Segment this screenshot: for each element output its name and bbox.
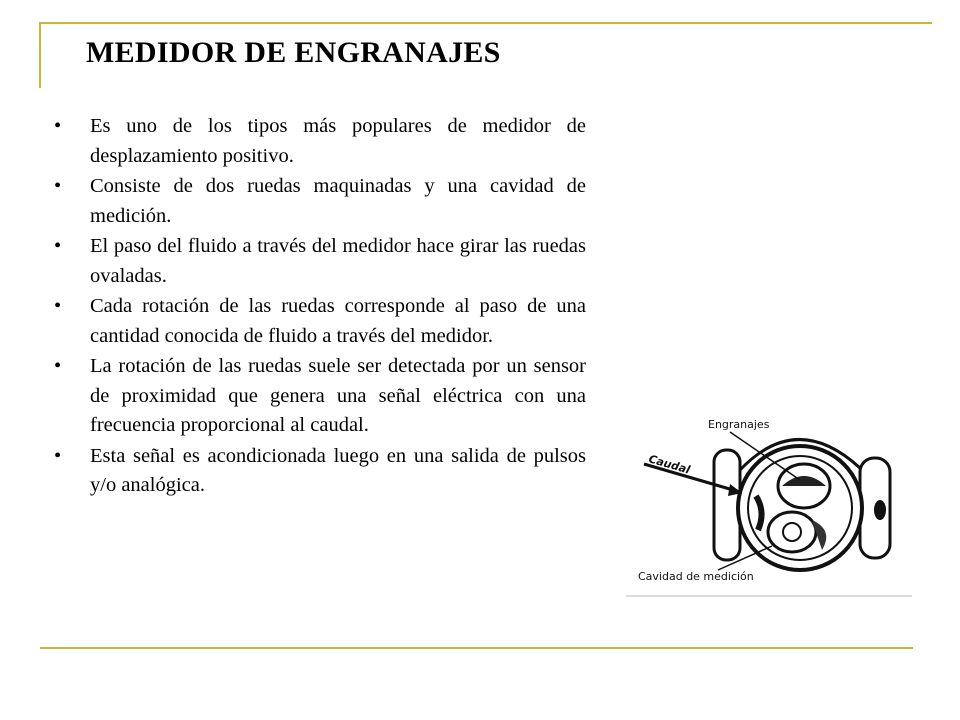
label-flow: Caudal (647, 452, 692, 477)
label-cavity: Cavidad de medición (638, 570, 754, 583)
bullet-list (52, 112, 586, 502)
bottom-rule (40, 647, 913, 649)
bullet-item (52, 112, 586, 171)
slide-title: MEDIDOR DE ENGRANAJES (86, 36, 501, 69)
bullet-text: Esta señal es acondicionada luego en una salida de pulsos y/o analógica. (90, 444, 586, 496)
bullet-dot: • (54, 444, 62, 467)
gear-meter-drawing (622, 400, 914, 600)
bullet-dot: • (54, 355, 62, 377)
bullet-item (52, 232, 586, 291)
bullet-text: Cada rotación de las ruedas corresponde al paso de una cantidad conocida de fluido a través del medidor. (90, 295, 586, 347)
label-gears: Engranajes (708, 418, 770, 431)
bullet-item (52, 172, 586, 231)
bullet-dot: • (54, 175, 62, 197)
bullet-text: La rotación de las ruedas suele ser detectada por un sensor de proximidad que genera una señal eléctrica con una frecuencia proporcional al caudal. (90, 355, 586, 436)
left-rule (39, 22, 41, 88)
bullet-text: Es uno de los tipos más populares de medidor de desplazamiento positivo. (90, 115, 586, 167)
bullet-text: El paso del fluido a través del medidor hace girar las ruedas ovaladas. (90, 235, 586, 287)
lower-gear-shape (768, 512, 816, 552)
bullet-dot: • (54, 295, 62, 317)
bullet-dot: • (54, 235, 62, 257)
gear-meter-diagram (622, 400, 914, 600)
bullet-item (52, 442, 586, 501)
bullet-text: Consiste de dos ruedas maquinadas y una cavidad de medición. (90, 175, 586, 227)
top-rule (40, 22, 932, 24)
right-port-shape (874, 500, 886, 520)
bullet-item (52, 292, 586, 351)
bullet-item (52, 352, 586, 441)
bullet-dot: • (54, 115, 62, 137)
